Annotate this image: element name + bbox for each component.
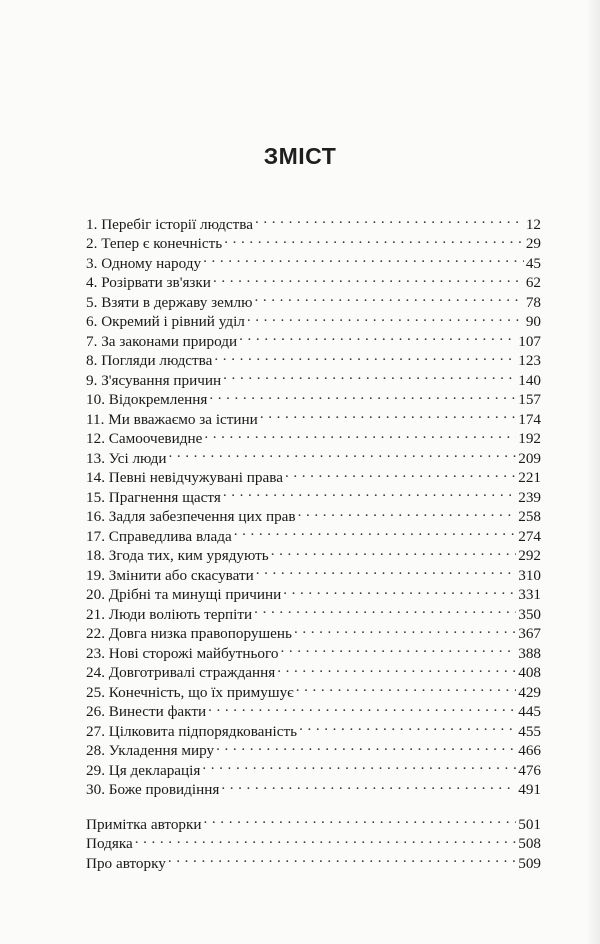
dot-leader <box>204 809 517 829</box>
entry-title: 24. Довготривалі страждання <box>86 664 276 681</box>
dot-leader <box>213 268 524 288</box>
entry-title: 2. Тепер є конечність <box>86 235 223 252</box>
dot-leader <box>294 619 516 639</box>
dot-leader <box>208 697 516 717</box>
entry-title: 7. За законами природи <box>86 332 238 350</box>
entry-title: 4. Розірвати зв'язки <box>86 274 211 291</box>
dot-leader <box>203 248 524 268</box>
table-of-contents <box>86 209 541 872</box>
entry-title: 30. Боже провидіння <box>86 781 220 798</box>
dot-leader <box>280 638 516 658</box>
page-number: 388 <box>518 644 541 662</box>
entry-title: 15. Прагнення щастя <box>86 488 221 506</box>
dot-leader <box>298 502 517 522</box>
page-number: 140 <box>518 371 541 389</box>
dot-leader <box>283 580 516 600</box>
page-number: 509 <box>518 854 541 872</box>
chapter-list <box>86 209 541 798</box>
dot-leader <box>260 404 516 424</box>
toc-entry-back-matter[interactable] <box>86 829 541 852</box>
entry-title: Подяка <box>86 835 133 852</box>
page-number: 29 <box>525 235 541 252</box>
entry-title: 12. Самоочевидне <box>86 430 203 447</box>
entry-title: 13. Усі люди <box>86 449 167 467</box>
dot-leader <box>202 755 516 775</box>
page-number: 45 <box>525 254 541 272</box>
dot-leader <box>168 443 516 463</box>
dot-leader <box>204 424 516 444</box>
entry-title: 3. Одному народу <box>86 254 202 272</box>
page-number: 78 <box>525 293 541 311</box>
dot-leader <box>221 775 516 795</box>
entry-title: 19. Змінити або скасувати <box>86 566 254 584</box>
page-number: 192 <box>518 430 541 447</box>
page-number: 429 <box>518 683 541 701</box>
page-number: 239 <box>518 488 541 506</box>
entry-title: 25. Конечність, що їх примушує <box>86 683 294 701</box>
entry-title: 27. Цілковита підпорядкованість <box>86 722 298 740</box>
page-number: 174 <box>518 410 541 428</box>
page-number: 310 <box>518 566 541 584</box>
entry-title: 20. Дрібні та минущі причини <box>86 586 282 603</box>
page-number: 12 <box>525 215 541 233</box>
dot-leader <box>135 829 516 849</box>
back-matter-list <box>86 809 541 872</box>
entry-title: 8. Погляди людства <box>86 352 213 369</box>
entry-title: 26. Винести факти <box>86 703 207 720</box>
entry-title: 14. Певні невідчужувані права <box>86 469 283 486</box>
dot-leader <box>255 209 524 229</box>
entry-title: 22. Довга низка правопорушень <box>86 625 292 642</box>
page-number: 466 <box>518 742 541 759</box>
page-number: 508 <box>518 835 541 852</box>
entry-title: Про авторку <box>86 854 166 872</box>
dot-leader <box>271 541 516 561</box>
page-number: 209 <box>518 449 541 467</box>
entry-title: 10. Відокремлення <box>86 391 208 408</box>
dot-leader <box>256 560 516 580</box>
entry-title: Примітка авторки <box>86 815 202 833</box>
page-number: 367 <box>518 625 541 642</box>
dot-leader <box>223 482 516 502</box>
page-number: 331 <box>518 586 541 603</box>
dot-leader <box>168 848 516 868</box>
dot-leader <box>234 521 517 541</box>
dot-leader <box>277 658 516 678</box>
page-number: 157 <box>518 391 541 408</box>
entry-title: 1. Перебіг історії людства <box>86 215 253 233</box>
page-number: 445 <box>518 703 541 720</box>
entry-title: 5. Взяти в державу землю <box>86 293 253 311</box>
entry-title: 23. Нові сторожі майбутнього <box>86 644 279 662</box>
toc-entry-back-matter[interactable] <box>86 809 541 833</box>
entry-title: 11. Ми вважаємо за істини <box>86 410 258 428</box>
toc-title: ЗМІСТ <box>263 143 337 169</box>
toc-entry-back-matter[interactable] <box>86 848 541 872</box>
page-number: 455 <box>518 722 541 740</box>
page-number: 292 <box>518 547 541 564</box>
page-number: 107 <box>518 332 541 350</box>
page-number: 123 <box>518 352 541 369</box>
entry-title: 18. Згода тих, ким урядують <box>86 547 269 564</box>
entry-title: 21. Люди воліють терпіти <box>86 605 253 623</box>
page-number: 408 <box>518 664 541 681</box>
dot-leader <box>296 677 517 697</box>
dot-leader <box>239 326 516 346</box>
page-number: 258 <box>518 508 541 525</box>
dot-leader <box>216 736 516 756</box>
entry-title: 28. Укладення миру <box>86 742 215 759</box>
page-number: 221 <box>518 469 541 486</box>
entry-title: 9. З'ясування причин <box>86 371 222 389</box>
dot-leader <box>214 346 516 366</box>
dot-leader <box>254 599 516 619</box>
entry-title: 6. Окремий і рівний уділ <box>86 313 245 330</box>
dot-leader <box>247 307 524 327</box>
dot-leader <box>224 229 524 249</box>
dot-leader <box>209 385 516 405</box>
entry-title: 16. Задля забезпечення цих прав <box>86 508 296 525</box>
page-number: 350 <box>518 605 541 623</box>
page-number: 274 <box>518 527 541 545</box>
page-number: 90 <box>525 313 541 330</box>
dot-leader <box>223 365 516 385</box>
dot-leader <box>299 716 516 736</box>
page-number: 476 <box>518 761 541 779</box>
entry-title: 17. Справедлива влада <box>86 527 232 545</box>
toc-entry-chapter[interactable] <box>86 209 541 233</box>
page-number: 491 <box>518 781 541 798</box>
dot-leader <box>254 287 523 307</box>
dot-leader <box>285 463 516 483</box>
page-number: 501 <box>518 815 541 833</box>
entry-title: 29. Ця декларація <box>86 761 201 779</box>
page-number: 62 <box>525 274 541 291</box>
